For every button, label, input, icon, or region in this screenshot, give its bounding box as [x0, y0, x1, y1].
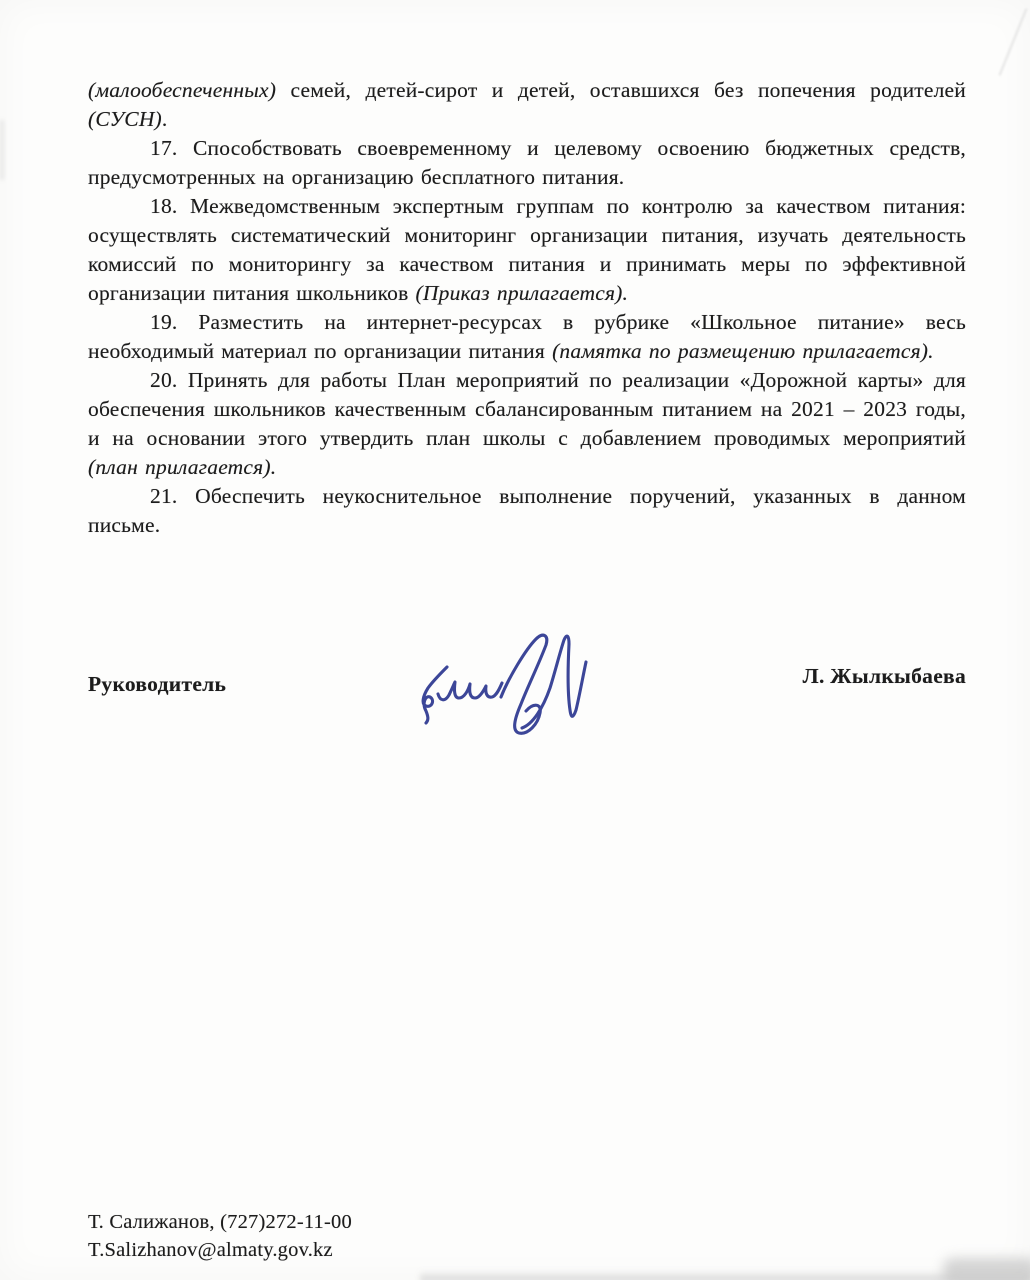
paragraph-item-17 [88, 134, 966, 192]
text-segment: (Приказ прилагается). [415, 281, 629, 305]
text-segment: (малообеспеченных) [88, 78, 277, 102]
text-segment: 17. Способствовать своевременному и целевому освоению бюджетных средств, предусмотренных на организацию бесплатного питания. [88, 136, 966, 189]
text-segment: 18. Межведомственным экспертным группам по контролю за качеством питания: осуществлять систематический мониторинг организации питания, изучать деятельность комиссий по мониторингу за качеством питания и принимать меры по эффективной организации питания школьников [88, 194, 966, 305]
executor-phone-line: Т. Салижанов, (727)272-11-00 [88, 1211, 352, 1233]
text-segment: семей, детей-сирот и детей, оставшихся без попечения родителей [276, 78, 966, 102]
paragraph-item-18 [88, 192, 966, 308]
executor-contact-block [88, 1208, 352, 1264]
text-segment: (план прилагается). [88, 455, 277, 479]
letter-body [88, 76, 966, 540]
scan-artifact-speck [0, 120, 4, 180]
signature-block [88, 618, 966, 783]
text-segment: (СУСН) [88, 107, 162, 131]
paragraph-item-20 [88, 366, 966, 482]
paragraph-item-21 [88, 482, 966, 540]
text-segment: (памятка по размещению прилагается). [552, 339, 934, 363]
scan-artifact-scratch [999, 8, 1028, 76]
scan-artifact-shadow [420, 1270, 1030, 1280]
executor-email-line: T.Salizhanov@almaty.gov.kz [88, 1239, 333, 1261]
text-segment: 21. Обеспечить неукоснительное выполнение поручений, указанных в данном письме. [88, 484, 966, 537]
signer-title: Руководитель [88, 672, 227, 696]
text-segment: . [161, 107, 168, 131]
text-segment: 19. Разместить на интернет-ресурсах в рубрике «Школьное питание» весь необходимый материал по организации питания [88, 310, 966, 363]
handwritten-signature-icon [402, 620, 592, 742]
signer-name: Л. Жылкыбаева [802, 664, 966, 688]
text-segment: 20. Принять для работы План мероприятий по реализации «Дорожной карты» для обеспечения школьников качественным сбалансированным питанием на 2021 – 2023 годы, и на основании этого утвердить план школы с добавлением проводимых мероприятий [88, 368, 966, 450]
paragraph-continuation [88, 76, 966, 134]
scan-artifact-corner-shadow [943, 1258, 1030, 1280]
paragraph-item-19 [88, 308, 966, 366]
